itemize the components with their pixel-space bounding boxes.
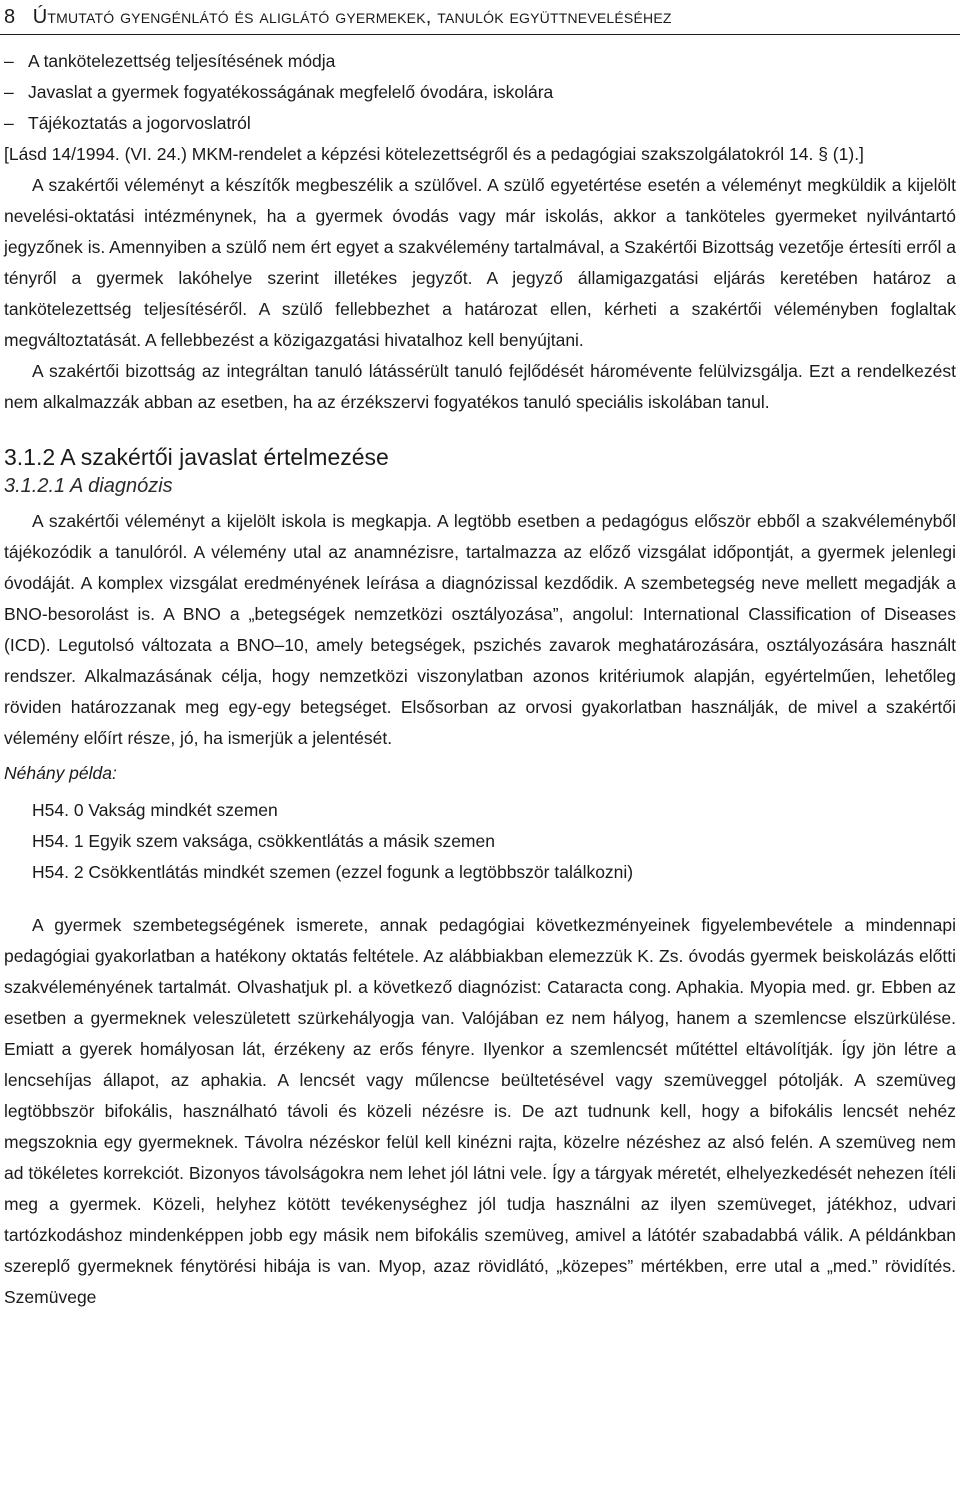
bullet-text: A tankötelezettség teljesítésének módja (28, 51, 336, 71)
paragraph: A szakértői véleményt a készítők megbeszélik a szülővel. A szülő egyetértése esetén a véleményt megküldik a kijelölt nevelési-oktatási intézménynek, ha a gyermek óvodás vagy már iskolás, akkor a tanköteles gyermeket nyilvántartó jegyzőnek is. Amennyiben a szülő nem ért egyet a szakvélemény tartalmával, a Szakértői Bizottság vezetője értesíti erről a tényről a gyermek lakóhelye szerint illetékes jegyzőt. A jegyző államigazgatási eljárás keretében határoz a tankötelezettség teljesítéséről. A szülő fellebbezhet a határozat ellen, kérheti a szakértői véleményben foglaltak megváltoztatását. A fellebbezést a közigazgatási hivatalhoz kell benyújtani. (4, 175, 956, 350)
bullet-text: Javaslat a gyermek fogyatékosságának megfelelő óvodára, iskolára (28, 82, 554, 102)
bullet-text: Tájékoztatás a jogorvoslatról (28, 113, 251, 133)
dash-bullet: – (4, 113, 14, 133)
list-item (4, 77, 956, 108)
list-item (4, 108, 956, 139)
header-rule (0, 34, 960, 35)
running-title: Útmutató gyengénlátó és aliglátó gyermekek, tanulók együttneveléséhez (32, 6, 672, 28)
spacer (4, 888, 956, 910)
list-item (4, 46, 956, 77)
running-header (4, 2, 672, 34)
legal-reference: [Lásd 14/1994. (VI. 24.) MKM-rendelet a képzési kötelezettségről és a pedagógiai szakszolgálatokról 14. § (1).] (4, 144, 864, 164)
example-item: H54. 2 Csökkentlátás mindkét szemen (ezzel fogunk a legtöbbször találkozni) (32, 862, 634, 882)
subsection-heading: 3.1.2.1 A diagnózis (4, 475, 173, 497)
dash-bullet: – (4, 51, 14, 71)
paragraph: A szakértői véleményt a kijelölt iskola is megkapja. A legtöbb esetben a pedagógus először ebből a szakvéleményből tájékozódik a tanulóról. A vélemény utal az anamnézisre, tartalmazza az előző vizsgálat időpontját, a gyermek jelenlegi óvodáját. A komplex vizsgálat eredményének leírása a diagnózissal kezdődik. A szembetegség neve mellett megadják a BNO-besorolást is. A BNO a „betegségek nemzetközi osztályozása”, angolul: International Classification of Diseases (ICD). Legutolsó változata a BNO–10, amely betegségek, pszichés zavarok meghatározására, osztályozására használt rendszer. Alkalmazásának célja, hogy nemzetközi viszonylatban azonos kritériumok alapján, egyértelműen, lehetőleg röviden határozzanak meg egy-egy betegséget. Elsősorban az orvosi gyakorlatban használják, de mivel a szakértői vélemény előírt része, jó, ha ismerjük a jelentését. (4, 511, 956, 748)
examples-title: Néhány példa: (4, 763, 117, 783)
dash-bullet: – (4, 82, 14, 102)
example-item: H54. 0 Vakság mindkét szemen (32, 800, 278, 820)
paragraph: A szakértői bizottság az integráltan tanuló látássérült tanuló fejlődését háromévente felülvizsgálja. Ezt a rendelkezést nem alkalmazzák abban az esetben, ha az érzékszervi fogyatékos tanuló speciális iskolában tanul. (4, 361, 956, 412)
section-heading: 3.1.2 A szakértői javaslat értelmezése (4, 444, 389, 470)
document-body (4, 46, 956, 1313)
paragraph: A gyermek szembetegségének ismerete, annak pedagógiai következményeinek figyelembevétele a mindennapi pedagógiai gyakorlatban a hatékony oktatás feltétele. Az alábbiakban elemezzük K. Zs. óvodás gyermek beiskolázás előtti szakvéleményének tartalmát. Olvashatjuk pl. a következő diagnózist: Cataracta cong. Aphakia. Myopia med. gr. Ebben az esetben a gyermeknek veleszületett szürkehályogja van. Valójában ez nem hályog, hanem a szemlencse elszürkülése. Emiatt a gyerek homályosan lát, érzékeny az erős fényre. Ilyenkor a szemlencsét műtéttel eltávolítják. Így jön létre a lencsehíjas állapot, az aphakia. A lencsét vagy műlencse beültetésével vagy szemüveggel pótolják. A szemüveg legtöbbször bifokális, használható távoli és közeli nézésre is. De azt tudnunk kell, hogy a bifokális lencsét nehéz megszoknia egy gyermeknek. Távolra nézéskor felül kell kinézni rajta, közelre nézéshez az alsó felén. A szemüveg nem ad tökéletes korrekciót. Bizonyos távolságokra nem lehet jól látni vele. Így a tárgyak méretét, elhelyezkedését nehezen ítéli meg a gyermek. Közeli, helyhez kötött tevékenységhez jól tudja használni az ilyen szemüveget, játékhoz, udvari tartózkodáshoz mindenképpen jobb egy másik nem bifokális szemüveg, amivel a látótér szabadabbá válik. A példánkban szereplő gyermeknek fénytörési hibája is van. Myop, azaz rövidlátó, „közepes” mértékben, erre utal a „med.” rövidítés. Szemüvege (4, 915, 956, 1307)
page-number: 8 (4, 6, 16, 28)
example-item: H54. 1 Egyik szem vaksága, csökkentlátás a másik szemen (32, 831, 495, 851)
